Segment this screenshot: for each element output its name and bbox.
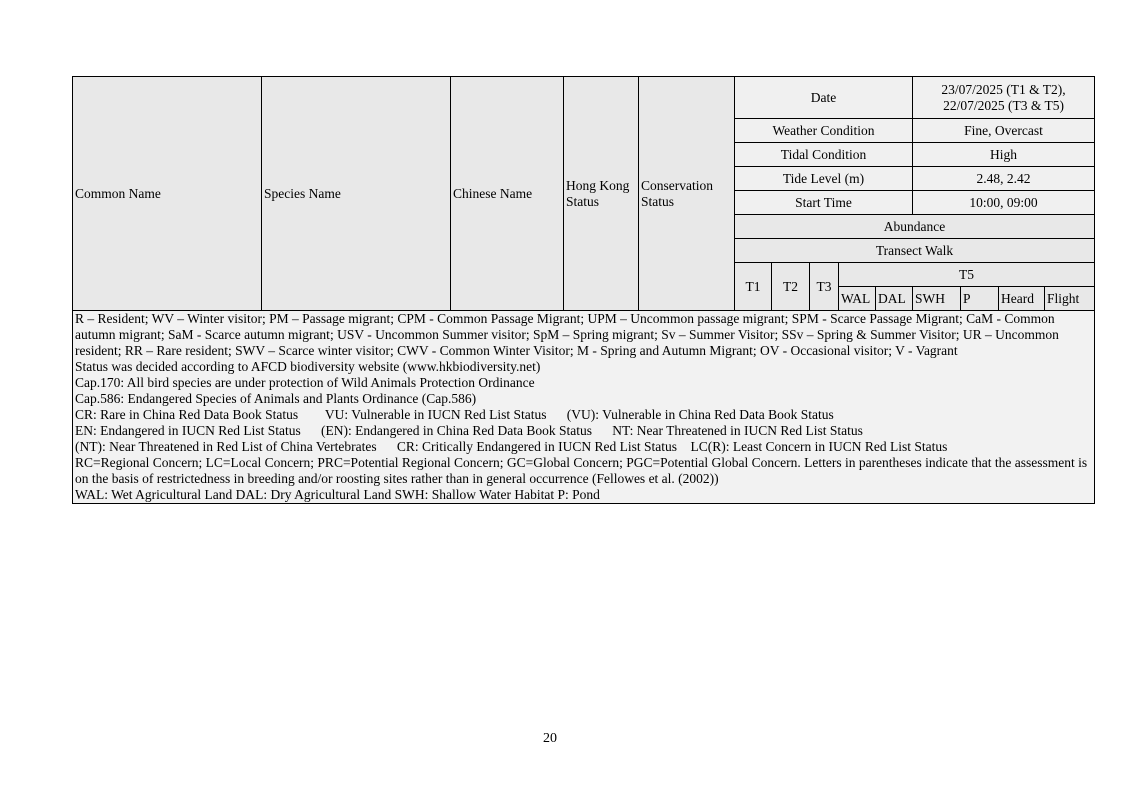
transect-t3-header: T3 bbox=[810, 263, 839, 311]
header-common-name: Common Name bbox=[73, 77, 262, 311]
header-hong-kong-status: Hong Kong Status bbox=[564, 77, 639, 311]
abundance-header: Abundance bbox=[735, 215, 1095, 239]
condition-label-tidal: Tidal Condition bbox=[735, 143, 913, 167]
note-status-source: Status was decided according to AFCD biodiversity website (www.hkbiodiversity.net) bbox=[75, 359, 541, 374]
note-nt-cr-lc: (NT): Near Threatened in Red List of China Vertebrates CR: Critically Endangered in IUCN Red List Status LC(R): Least Concern in IUCN Red List Status bbox=[75, 439, 948, 454]
note-cr-vu: CR: Rare in China Red Data Book Status VU: Vulnerable in IUCN Red List Status (VU): Vulnerable in China Red Data Book Status bbox=[75, 407, 834, 422]
t5-sub-p: P bbox=[961, 287, 999, 311]
condition-value-weather: Fine, Overcast bbox=[913, 119, 1095, 143]
t5-sub-dal: DAL bbox=[876, 287, 913, 311]
transect-t1-header: T1 bbox=[735, 263, 772, 311]
transect-t2-header: T2 bbox=[772, 263, 810, 311]
transect-walk-header: Transect Walk bbox=[735, 239, 1095, 263]
header-species-name: Species Name bbox=[262, 77, 451, 311]
header-conservation-status: Conservation Status bbox=[639, 77, 735, 311]
condition-label-weather: Weather Condition bbox=[735, 119, 913, 143]
condition-label-start-time: Start Time bbox=[735, 191, 913, 215]
note-cap170: Cap.170: All bird species are under protection of Wild Animals Protection Ordinance bbox=[75, 375, 535, 390]
header-chinese-name: Chinese Name bbox=[451, 77, 564, 311]
bird-survey-table bbox=[72, 76, 1095, 504]
note-status-codes: R – Resident; WV – Winter visitor; PM – Passage migrant; CPM - Common Passage Migrant; UPM – Uncommon passage migrant; SPM - Scarce Passage Migrant; CaM - Common autumn migrant; SaM - Scarce autumn migrant; USV - Uncommon Summer visitor; SpM – Spring migrant; Sv – Summer Visitor; SSv – Spring & Summer Visitor; UR – Uncommon resident; RR – Rare resident; SWV – Scarce winter visitor; CWV - Common Winter Visitor; M - Spring and Autumn Migrant; OV - Occasional visitor; V - Vagrant bbox=[75, 311, 1059, 358]
condition-value-tidal: High bbox=[913, 143, 1095, 167]
condition-value-start-time: 10:00, 09:00 bbox=[913, 191, 1095, 215]
condition-label-tide-level: Tide Level (m) bbox=[735, 167, 913, 191]
legend-notes bbox=[73, 311, 1095, 504]
t5-sub-wal: WAL bbox=[839, 287, 876, 311]
transect-t5-header: T5 bbox=[839, 263, 1095, 287]
t5-sub-swh: SWH bbox=[913, 287, 961, 311]
t5-sub-heard: Heard bbox=[999, 287, 1045, 311]
note-cap586: Cap.586: Endangered Species of Animals and Plants Ordinance (Cap.586) bbox=[75, 391, 477, 406]
condition-value-date: 23/07/2025 (T1 & T2), 22/07/2025 (T3 & T5) bbox=[913, 77, 1095, 119]
condition-value-tide-level: 2.48, 2.42 bbox=[913, 167, 1095, 191]
t5-sub-flight: Flight bbox=[1045, 287, 1095, 311]
note-en-nt: EN: Endangered in IUCN Red List Status (EN): Endangered in China Red Data Book Status NT: Near Threatened in IUCN Red List Status bbox=[75, 423, 863, 438]
note-habitat-codes: WAL: Wet Agricultural Land DAL: Dry Agricultural Land SWH: Shallow Water Habitat P: Pond bbox=[75, 487, 600, 502]
condition-label-date: Date bbox=[735, 77, 913, 119]
note-concern-codes: RC=Regional Concern; LC=Local Concern; PRC=Potential Regional Concern; GC=Global Concern; PGC=Potential Global Concern. Letters in parentheses indicate that the assessment is on the basis of restrictedness in breeding and/or roosting sites rather than in general occurrence (Fellowes et al. (2002)) bbox=[75, 455, 1088, 486]
page-number: 20 bbox=[543, 731, 557, 746]
